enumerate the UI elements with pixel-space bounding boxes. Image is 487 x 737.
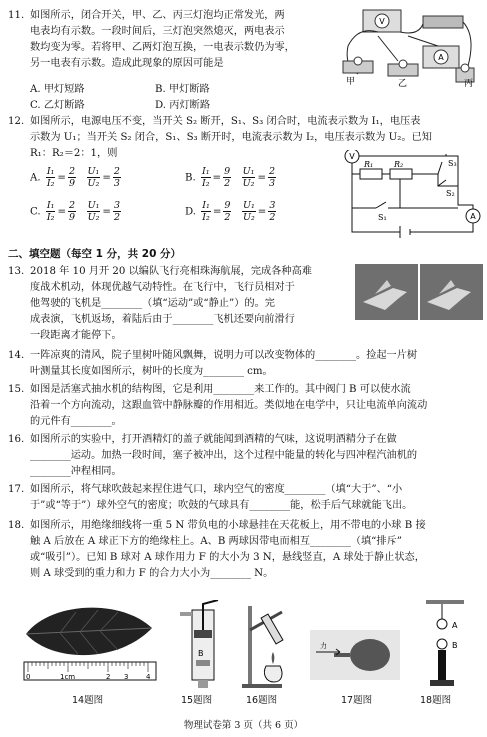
question-14 [8,348,483,380]
question-number: 16. [8,434,25,445]
ball-label-b: B [452,641,458,650]
question-text-line: 另一电表有示数。造成此现象的原因可能是 [30,58,224,69]
question-number: 15. [8,384,25,395]
switch-label-s3: S₃ [448,159,457,168]
option-c: C. 乙灯断路 [30,100,85,111]
ball-label-a: A [452,621,458,630]
ammeter-symbol: A [470,212,476,221]
svg-text:A: A [438,53,444,62]
question-number: 17. [8,484,25,495]
lamp-label-yi: 乙 [398,79,408,88]
question-number: 12. [8,116,25,127]
voltmeter-symbol: V [349,152,355,161]
option-c: C. $\frac{\text{I₁}}{\text{I₂}}$ = $\frac{2}{9}$ $\frac{\text{U₁}}{\text{U₂}}$ = $\frac{3}{2}$ [30,200,120,223]
option-b: B. 甲灯断路 [155,84,210,95]
section-heading: 二、填空题（每空 1 分，共 20 分） [8,248,182,260]
question-11 [8,8,338,72]
question-text-line: 他驾驶的飞机是________（填“运动”或“静止”）的。完 [30,298,275,309]
valve-label-b: B [198,649,204,658]
question-17 [8,482,483,514]
option-d: D. 丙灯断路 [155,100,211,111]
question-text-line: R₁：R₂＝2：1，则 [30,148,118,159]
switch-label-s2: S₂ [446,189,455,198]
question-number: 14. [8,350,25,361]
lamp-label-jia: 甲 [346,77,356,87]
option-a: A. $\frac{\text{I₁}}{\text{I₂}}$ = $\frac{2}{9}$ $\frac{\text{U₁}}{\text{U₂}}$ = $\frac{2}{3}$ [30,166,120,189]
question-text-line: 2018 年 10 月开 20 以编队飞行亮相珠海航展，完成各种高难 [30,266,312,277]
circuit-diagram-q12 [338,150,483,244]
alcohol-lamp-figure [238,600,298,690]
charged-balls-figure [420,598,470,690]
balloon-photo [310,630,400,680]
question-text-line: ________运动。加热一段时间，塞子被冲出，这个过程中能量的转化与四冲程汽油机的 [30,450,418,461]
question-number: 18. [8,520,25,531]
option-a: A. 甲灯短路 [30,84,85,95]
ruler-label-2: 2 [106,673,111,681]
ruler-label-0: 0 [26,673,31,681]
circuit-diagram-q11 [338,6,478,88]
force-label: 力 [320,642,327,650]
jet-photo [355,264,483,320]
question-text-line: 如图所示，电源电压不变，当开关 S₂ 断开，S₁、S₃ 闭合时，电流表示数为 I₁，电压表 [30,116,421,127]
question-text-line: 如图所示，用绝缘细线将一重 5 N 带负电的小球悬挂在天花板上，用不带电的小球 B 接 [30,520,426,531]
ruler-label-1cm: 1cm [60,673,76,681]
question-text-line: 沿着一个方向流动，这跟血管中静脉瓣的作用相近。类似地在电学中，只让电流单向流动 [30,400,428,411]
question-text-line: ________冲程相同。 [30,466,122,477]
question-13 [8,264,353,344]
question-text-line: 如图所示，闭合开关，甲、乙、丙三灯泡均正常发光，两 [30,10,285,21]
figure-caption-18: 18题图 [420,695,452,706]
question-text-line: 触 A 后放在 A 球正下方的绝缘柱上。A、B 两球因带电而相互________（填“排斥” [30,536,402,547]
ruler-label-4: 4 [146,673,151,681]
question-text-line: 如图所示的实验中，打开酒精灯的盖子就能闻到酒精的气味，这说明酒精分子在做 [30,434,397,445]
resistor-label-r1: R₁ [364,160,374,169]
question-text-line: 叶测量其长度如图所示，树叶的长度为________ cm。 [30,366,273,377]
question-text-line: 如图是活塞式抽水机的结构图，它是利用________来工作的。其中阀门 B 可以使水流 [30,384,411,395]
figure-caption-15: 15题图 [181,695,213,706]
question-text-line: 度战术机动，体现优越气动特性。在飞行中，飞行员相对于 [30,282,295,293]
lamp-label-bing: 丙 [464,79,474,88]
question-15 [8,382,483,430]
question-text-line: 数均变为零。若将甲、乙两灯泡互换，一电表示数仍为零， [30,42,295,53]
figure-caption-16: 16题图 [246,695,278,706]
question-text-line: 如图所示，将气球吹鼓起来捏住进气口，球内空气的密度________（填“大于”、“小 [30,484,403,495]
figure-caption-14: 14题图 [72,695,104,706]
question-text-line: 的元件有________。 [30,416,122,427]
question-text-line: 电表均有示数。一段时间后，三灯泡突然熄灭，两电表示 [30,26,285,37]
leaf-ruler-figure [20,598,160,700]
question-text-line: 或“吸引”）。已知 B 球对 A 球作用力 F 的大小为 3 N，悬线竖直，A 球处于静止状态， [30,552,425,563]
svg-text:V: V [379,17,385,26]
question-text-line: 示数为 U₁；当开关 S₂ 闭合，S₁、S₃ 断开时，电流表示数为 I₂，电压表示数为 U₂。已知 [30,132,432,143]
switch-label-s1: S₁ [378,213,387,222]
page-footer: 物理试卷第 3 页（共 6 页） [183,720,304,731]
question-text-line: 一阵凉爽的清风，院子里树叶随风飘舞，说明力可以改变物体的________。捡起一片树 [30,350,418,361]
piston-pump-figure [178,600,228,690]
ruler-label-3: 3 [124,673,129,681]
question-text-line: 于”或“等于”）球外空气的密度；吹鼓的气球具有________能，松手后气球就能飞出。 [30,500,413,511]
question-text-line: 成表演，飞机返场，着陆后由于________飞机还要向前滑行 [30,314,295,325]
option-d: D. $\frac{\text{I₁}}{\text{I₂}}$ = $\frac{9}{2}$ $\frac{\text{U₁}}{\text{U₂}}$ = $\frac{3}{2}$ [185,200,276,223]
question-text-line: 则 A 球受到的重力和力 F 的合力大小为________ N。 [30,568,274,579]
option-b: B. $\frac{\text{I₁}}{\text{I₂}}$ = $\frac{9}{2}$ $\frac{\text{U₁}}{\text{U₂}}$ = $\frac{2}{3}$ [185,166,276,189]
question-16 [8,432,483,480]
figure-caption-17: 17题图 [341,695,373,706]
question-18 [8,518,483,582]
question-number: 11. [8,10,25,21]
resistor-label-r2: R₂ [394,160,404,169]
question-number: 13. [8,266,25,277]
question-text-line: 一段距离才能停下。 [30,330,122,341]
